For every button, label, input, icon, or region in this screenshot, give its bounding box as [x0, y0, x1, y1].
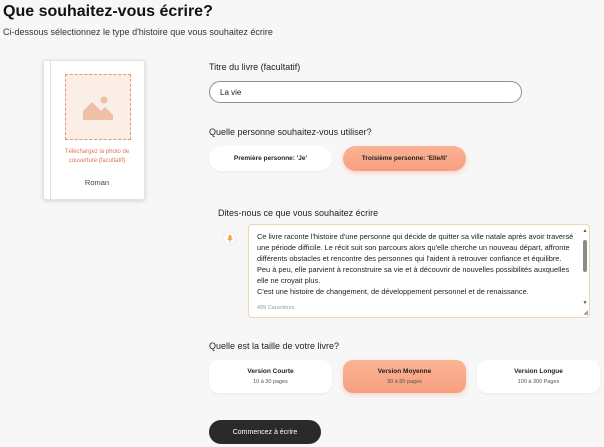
size-option-pages: 10 à 30 pages: [253, 379, 288, 385]
story-label: Dites-nous ce que vous souhaitez écrire: [218, 208, 379, 218]
microphone-button[interactable]: [223, 232, 236, 245]
character-count: 499 Caractères: [257, 305, 295, 311]
start-writing-button[interactable]: Commencez à écrire: [209, 420, 321, 444]
size-option-medium[interactable]: [343, 360, 466, 393]
book-cover-card: [43, 60, 145, 200]
image-icon: [83, 94, 113, 120]
size-option-long[interactable]: [477, 360, 600, 393]
book-genre: Roman: [84, 178, 110, 187]
cover-upload-text[interactable]: Téléchargez la photo de couverture (facultatif): [64, 149, 130, 164]
title-label: Titre du livre (facultatif): [209, 62, 301, 72]
size-option-pages: 30 à 80 pages: [387, 379, 422, 385]
first-person-option[interactable]: Première personne: 'Je': [209, 146, 332, 171]
page-subtitle: Ci-dessous sélectionnez le type d'histoire que vous souhaitez écrire: [3, 27, 273, 37]
size-option-short[interactable]: [209, 360, 332, 393]
scroll-down-icon[interactable]: ▼: [582, 300, 588, 306]
book-spine: [50, 61, 51, 199]
scroll-up-icon[interactable]: ▲: [582, 228, 588, 234]
microphone-icon: [227, 235, 233, 243]
size-label: Quelle est la taille de votre livre?: [209, 341, 340, 351]
size-option-name: Version Courte: [247, 368, 294, 375]
page-title: Que souhaitez-vous écrire?: [3, 3, 213, 20]
resize-grip-icon[interactable]: ◢: [583, 310, 588, 316]
size-option-name: Version Longue: [514, 368, 563, 375]
scroll-thumb[interactable]: [583, 240, 587, 272]
story-scrollbar[interactable]: [582, 228, 588, 314]
cover-upload-area[interactable]: [65, 74, 131, 140]
story-text[interactable]: Ce livre raconte l'histoire d'une personne qui décide de quitter sa ville natale après avoir traversé une période difficile. Le récit suit son parcours alors qu'elle cherche un nouveau départ, affronte différents obstacles et rencontre des personnes qui l'aident à retrouver confiance et équilibre. Peu à peu, elle parvient à reconstruire sa vie et à découvrir de nouvelles possibilités auxquelles elle ne croyait plus. C'est une histoire de changement, de développement personnel et de renaissance.: [257, 232, 574, 296]
size-option-name: Version Moyenne: [377, 368, 432, 375]
third-person-option[interactable]: Troisième personne: 'Elle/Il': [343, 146, 466, 171]
size-option-pages: 100 à 300 Pages: [517, 379, 560, 385]
story-textarea[interactable]: [248, 224, 590, 318]
book-title-input[interactable]: [209, 81, 522, 103]
person-label: Quelle personne souhaitez-vous utiliser?: [209, 127, 372, 137]
